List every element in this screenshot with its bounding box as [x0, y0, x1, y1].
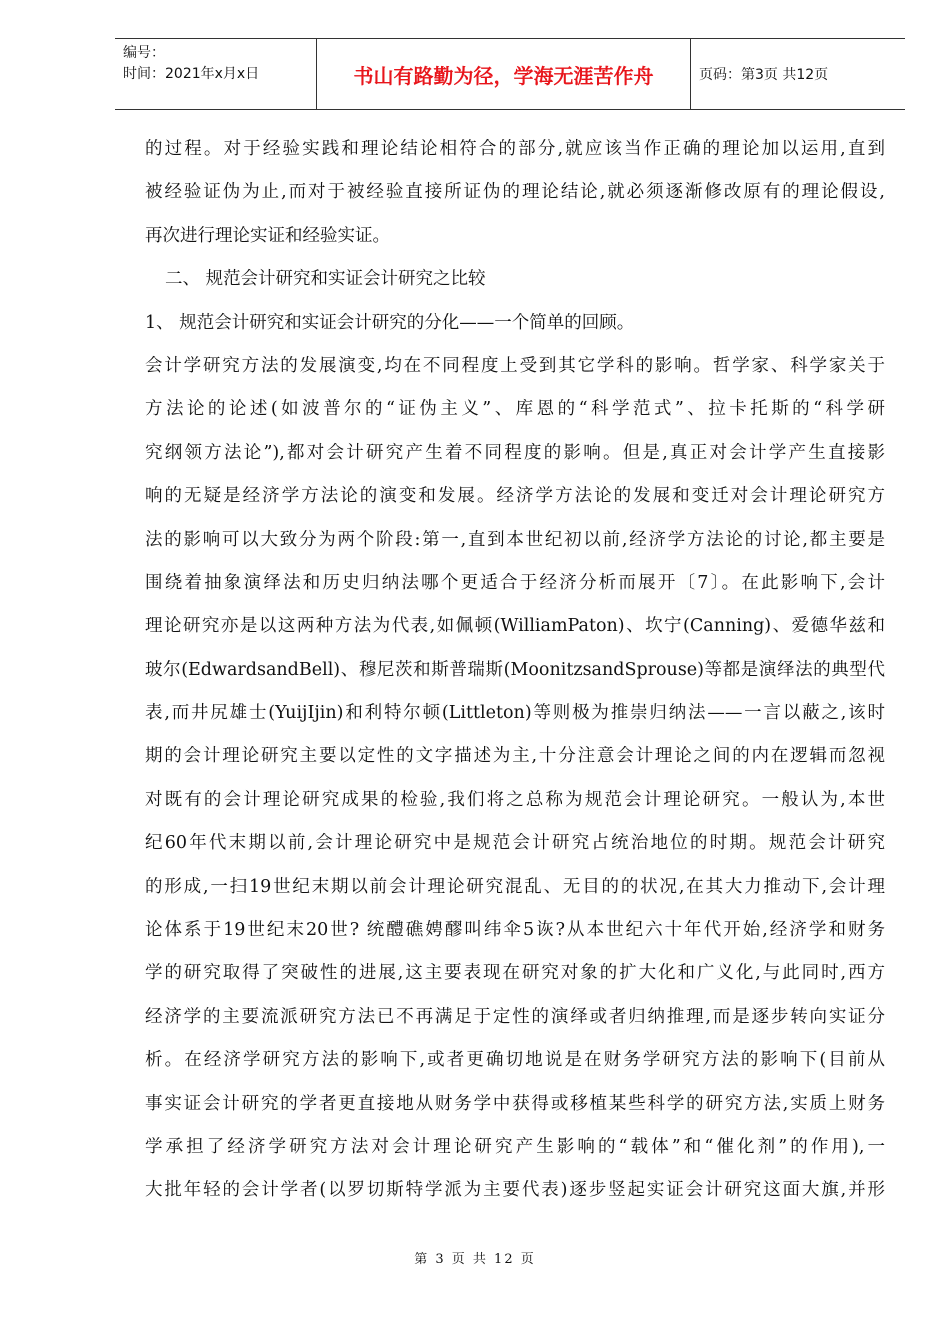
text-line: 学的研究取得了突破性的进展,这主要表现在研究对象的扩大化和广义化,与此同时,西方	[145, 963, 885, 984]
text-line: 纪60年代末期以前,会计理论研究中是规范会计研究占统治地位的时期。规范会计研究	[145, 833, 885, 854]
text-line: 析。在经济学研究方法的影响下,或者更确切地说是在财务学研究方法的影响下(目前从	[145, 1050, 885, 1071]
header-time: 时间：2021年x月x日	[123, 66, 260, 82]
text-line: 围绕着抽象演绎法和历史归纳法哪个更适合于经济分析而展开〔7〕。在此影响下,会计	[145, 572, 885, 593]
text-line: 经济学的主要流派研究方法已不再满足于定性的演绎或者归纳推理,而是逐步转向实证分	[145, 1006, 885, 1027]
header-motto: 书山有路勤为径，学海无涯苦作舟	[317, 39, 691, 109]
section-heading: 二、 规范会计研究和实证会计研究之比较	[165, 269, 486, 290]
text-line: 事实证会计研究的学者更直接地从财务学中获得或移植某些科学的研究方法,实质上财务	[145, 1093, 885, 1114]
header-number: 编号：	[123, 45, 165, 61]
text-line: 再次进行理论实证和经验实证。	[145, 225, 390, 246]
text-line: 表,而井尻雄士(YuijIjin)和利特尔顿(Littleton)等则极为推崇归纳法——一言以蔽之,该时	[145, 703, 885, 724]
text-line: 学承担了经济学研究方法对会计理论研究产生影响的“载体”和“催化剂”的作用),一	[145, 1136, 885, 1157]
page-header	[115, 38, 905, 110]
text-line: 的过程。对于经验实践和理论结论相符合的部分,就应该当作正确的理论加以运用,直到	[145, 139, 885, 159]
text-line: 法的影响可以大致分为两个阶段:第一,直到本世纪初以前,经济学方法论的讨论,都主要是	[145, 529, 885, 550]
text-line: 究纲领方法论”),都对会计研究产生着不同程度的影响。但是,真正对会计学产生直接影	[145, 442, 885, 463]
text-line: 玻尔(EdwardsandBell)、穆尼茨和斯普瑞斯(MoonitzsandSprouse)等都是演绎法的典型代	[145, 659, 885, 680]
subsection-heading: 1、 规范会计研究和实证会计研究的分化——一个简单的回顾。	[145, 312, 635, 333]
text-line: 的形成,一扫19世纪末期以前会计理论研究混乱、无目的的状况,在其大力推动下,会计理	[145, 876, 885, 897]
header-page-number: 页码：第3页 共12页	[699, 67, 829, 83]
text-line: 被经验证伪为止,而对于被经验直接所证伪的理论结论,就必须逐渐修改原有的理论假设,	[145, 182, 885, 203]
text-line: 论体系于19世纪末20世? 统醴礁娉醪叫纬伞5诙?从本世纪六十年代开始,经济学和财务	[145, 920, 885, 941]
text-line: 大批年轻的会计学者(以罗切斯特学派为主要代表)逐步竖起实证会计研究这面大旗,并形	[145, 1180, 885, 1201]
page-footer: 第 3 页 共 12 页	[414, 1252, 536, 1267]
text-line: 期的会计理论研究主要以定性的文字描述为主,十分注意会计理论之间的内在逻辑而忽视	[145, 746, 885, 767]
text-line: 对既有的会计理论研究成果的检验,我们将之总称为规范会计理论研究。一般认为,本世	[145, 789, 885, 810]
text-line: 响的无疑是经济学方法论的演变和发展。经济学方法论的发展和变迁对会计理论研究方	[145, 486, 885, 507]
text-line: 方法论的论述(如波普尔的“证伪主义”、库恩的“科学范式”、拉卡托斯的“科学研	[145, 399, 885, 420]
text-line: 理论研究亦是以这两种方法为代表,如佩顿(WilliamPaton)、坎宁(Canning)、爱德华兹和	[145, 616, 885, 637]
text-line: 会计学研究方法的发展演变,均在不同程度上受到其它学科的影响。哲学家、科学家关于	[145, 355, 885, 376]
header-meta-cell	[115, 39, 317, 109]
document-body	[145, 128, 885, 1213]
